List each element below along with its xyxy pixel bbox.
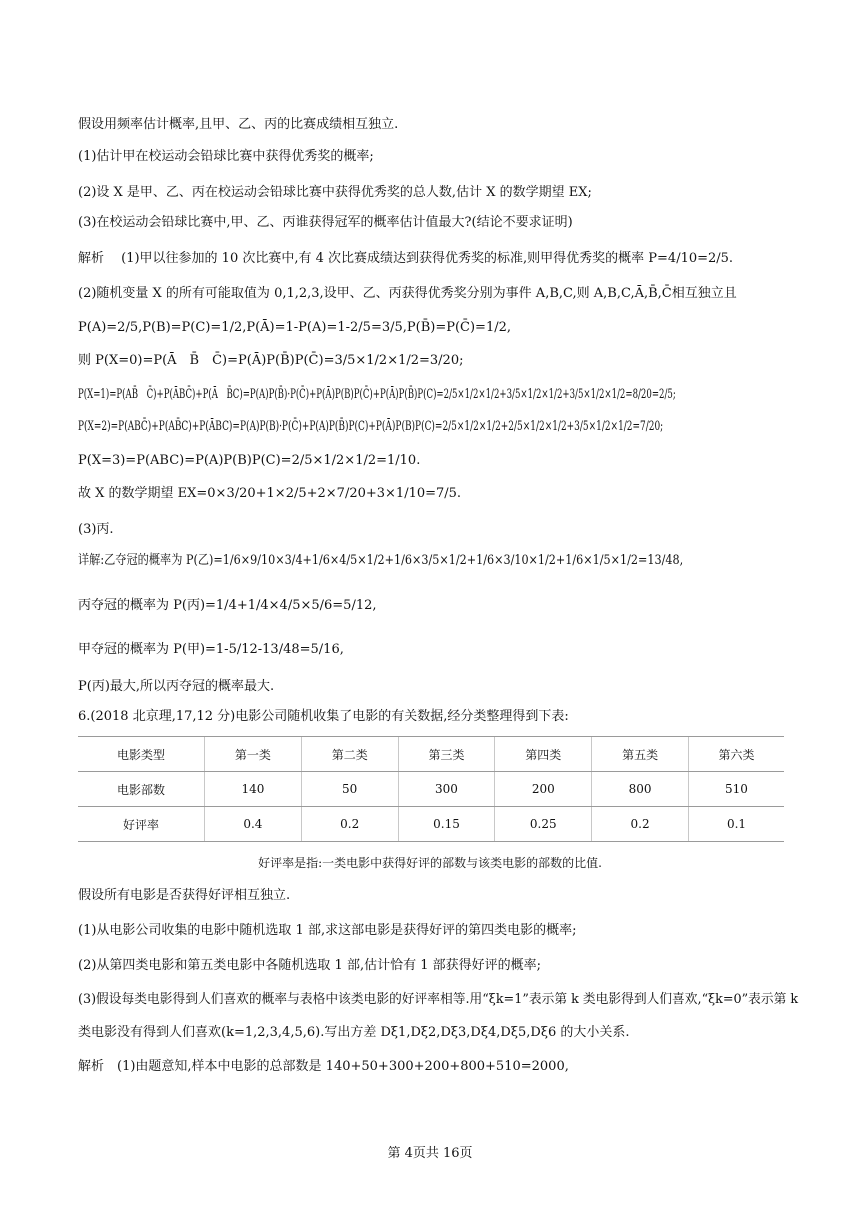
page-number: 第 4页共 16页 xyxy=(387,1146,473,1161)
table-header-cell: 第六类 xyxy=(688,737,784,772)
question-6-1: (1)从电影公司收集的电影中随机选取 1 部,求这部电影是获得好评的第四类电影的概率; xyxy=(78,923,577,938)
question-6-3 xyxy=(78,991,813,1009)
detail-yi xyxy=(78,552,782,570)
p-x1-line xyxy=(78,386,860,404)
question-6-3-cont: 类电影没有得到人们喜欢(k=1,2,3,4,5,6).写出方差 Dξ1,Dξ2,Dξ3,Dξ4,Dξ5,Dξ6 的大小关系. xyxy=(78,1025,630,1040)
table-cell: 0.2 xyxy=(592,807,689,842)
detail-yi-text: 详解:乙夺冠的概率为 P(乙)=1/6×9/10×3/4+1/6×4/5×1/2+1/6×3/5×1/2+1/6×3/10×1/2+1/6×1/5×1/2=13/48, xyxy=(78,553,684,568)
table-cell: 300 xyxy=(398,772,495,807)
table-header-cell: 第五类 xyxy=(592,737,689,772)
solution-2-intro: (2)随机变量 X 的所有可能取值为 0,1,2,3,设甲、乙、丙获得优秀奖分别为事件 A,B,C,则 A,B,C,Ā,B̄,C̄相互独立且 xyxy=(78,286,737,301)
table-header-cell: 第一类 xyxy=(205,737,302,772)
table-cell: 140 xyxy=(205,772,302,807)
question-6-3-text: (3)假设每类电影得到人们喜欢的概率与表格中该类电影的好评率相等.用“ξk=1”表示第 k 类电影得到人们喜欢,“ξk=0”表示第 k xyxy=(78,992,799,1007)
table-row xyxy=(78,772,784,807)
table-caption: 好评率是指:一类电影中获得好评的部数与该类电影的部数的比值. xyxy=(258,856,602,870)
question-3: (3)在校运动会铅球比赛中,甲、乙、丙谁获得冠军的概率估计值最大?(结论不要求证明) xyxy=(78,215,573,230)
p-x2-line xyxy=(78,418,860,436)
solution-1: 解析 (1)甲以往参加的 10 次比赛中,有 4 次比赛成绩达到获得优秀奖的标准,则甲得优秀奖的概率 P=4/10=2/5. xyxy=(78,251,734,266)
table-header-cell: 第三类 xyxy=(398,737,495,772)
table-cell: 0.25 xyxy=(495,807,592,842)
question-2: (2)设 X 是甲、乙、丙在校运动会铅球比赛中获得优秀奖的总人数,估计 X 的数学期望 EX; xyxy=(78,185,592,200)
solution-6-1: 解析 (1)由题意知,样本中电影的总部数是 140+50+300+200+800+510=2000, xyxy=(78,1059,569,1074)
question-1: (1)估计甲在校运动会铅球比赛中获得优秀奖的概率; xyxy=(78,149,374,164)
table-header-cell: 电影类型 xyxy=(78,737,205,772)
probabilities-line: P(A)=2/5,P(B)=P(C)=1/2,P(Ā)=1-P(A)=1-2/5=3/5,P(B̄)=P(C̄)=1/2, xyxy=(78,320,512,335)
paragraph-assumption: 假设用频率估计概率,且甲、乙、丙的比赛成绩相互独立. xyxy=(78,117,399,132)
p-x2-text: P(X=2)=P(ABC̄)+P(AB̄C)+P(ĀBC)=P(A)P(B)·P(C̄)+P(A)P(B̄)P(C)+P(Ā)P(B)P(C)=2/5×1/2×1/2+2/5×1/2×1/2+3/5×1/2×1/2=7/20; xyxy=(78,419,664,434)
table-cell: 电影部数 xyxy=(78,772,205,807)
table-header-row xyxy=(78,737,784,772)
table-cell: 好评率 xyxy=(78,807,205,842)
table-header-cell: 第四类 xyxy=(495,737,592,772)
table-header-cell: 第二类 xyxy=(301,737,398,772)
answer-3: (3)丙. xyxy=(78,522,114,537)
table-cell: 0.15 xyxy=(398,807,495,842)
paragraph-independence: 假设所有电影是否获得好评相互独立. xyxy=(78,888,291,903)
conclusion-line: P(丙)最大,所以丙夺冠的概率最大. xyxy=(78,679,275,694)
table-row xyxy=(78,807,784,842)
question-6-2: (2)从第四类电影和第五类电影中各随机选取 1 部,估计恰有 1 部获得好评的概率; xyxy=(78,958,541,973)
table-cell: 0.4 xyxy=(205,807,302,842)
table-cell: 800 xyxy=(592,772,689,807)
movie-data-table xyxy=(78,736,784,842)
detail-bing: 丙夺冠的概率为 P(丙)=1/4+1/4×4/5×5/6=5/12, xyxy=(78,598,377,613)
expectation-line: 故 X 的数学期望 EX=0×3/20+1×2/5+2×7/20+3×1/10=7/5. xyxy=(78,486,462,501)
p-x1-text: P(X=1)=P(AB̄ C̄)+P(ĀBC̄)+P(Ā B̄C)=P(A)P(B̄)·P(C̄)+P(Ā)P(B)P(C̄)+P(Ā)P(B̄)P(C)=2/5×1/2×1/2+3/5×1/2×1/2+3/5×1/2×1/2=8/20=2/5; xyxy=(78,387,676,402)
table-cell: 200 xyxy=(495,772,592,807)
table-cell: 50 xyxy=(301,772,398,807)
problem-6-title: 6.(2018 北京理,17,12 分)电影公司随机收集了电影的有关数据,经分类整理得到下表: xyxy=(78,709,569,724)
p-x0-line: 则 P(X=0)=P(Ā B̄ C̄)=P(Ā)P(B̄)P(C̄)=3/5×1/2×1/2=3/20; xyxy=(78,353,464,368)
table-cell: 510 xyxy=(688,772,784,807)
detail-jia: 甲夺冠的概率为 P(甲)=1-5/12-13/48=5/16, xyxy=(78,642,344,657)
table-cell: 0.2 xyxy=(301,807,398,842)
table-cell: 0.1 xyxy=(688,807,784,842)
p-x3-line: P(X=3)=P(ABC)=P(A)P(B)P(C)=2/5×1/2×1/2=1/10. xyxy=(78,453,421,468)
